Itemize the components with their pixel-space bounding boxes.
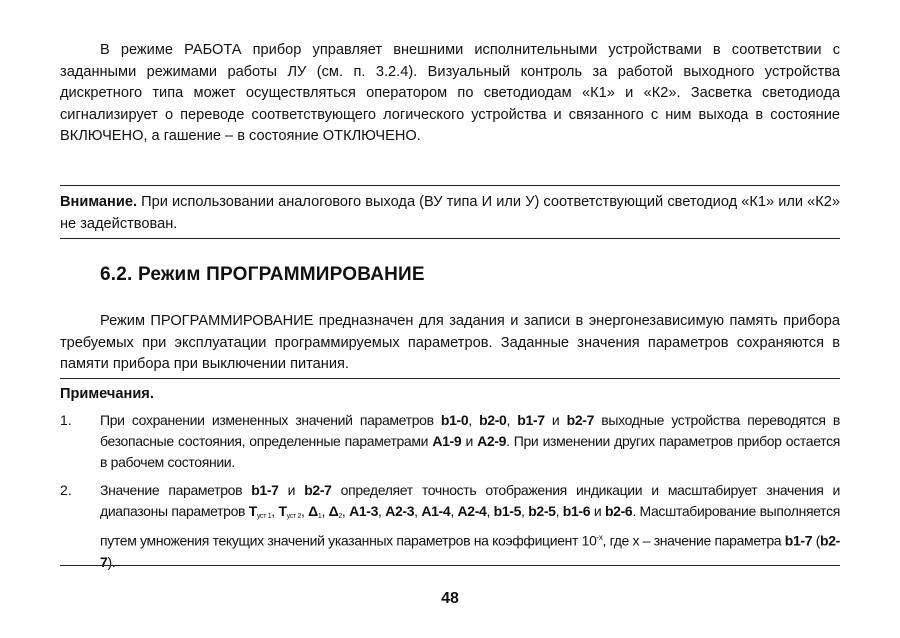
param-ref: b1-7 — [517, 412, 545, 428]
param-ref: b2-7 — [566, 412, 595, 428]
paragraph-programming-mode: Режим ПРОГРАММИРОВАНИЕ предназначен для задания и записи в энергонезависимую память прибора требуемых при эксплуатации программируемых параметров. Заданные значения параметров сохраняются в памяти прибора при выключении питания. — [60, 313, 840, 372]
note-number: 2. — [60, 482, 72, 498]
divider — [60, 185, 840, 186]
notes-title: Примечания. — [60, 386, 154, 402]
param-ref: А1-3 — [349, 503, 379, 519]
note-item — [60, 480, 840, 573]
attention-label: Внимание. — [60, 194, 138, 210]
page-number: 48 — [441, 590, 459, 607]
param-ref: А2-3 — [385, 503, 415, 519]
param-ref: b1-6 — [562, 503, 591, 519]
param-ref: b2-0 — [479, 412, 507, 428]
divider — [60, 565, 840, 566]
param-ref: b1-5 — [493, 503, 522, 519]
param-ref: А1-4 — [421, 503, 451, 519]
note-text: Значение параметров b1-7 и b2-7 определяет точность отображения индикации и масштабирует значения и диапазоны параметров $T_{уст 1}$, $T_{уст 2}$, $\Delta_1$, $\Delta_2$, А1-3, А2-3, А1-4, А2-4, b1-5, b2-5, b1-6 и b2-6. Масштабирование выполняется путем умножения текущих значений указанных параметров на коэффициент $10^{-x}$, где x – значение параметра b1-7 (b2-7). — [100, 482, 840, 570]
note-item — [60, 410, 840, 473]
attention-text: При использовании аналогового выхода (ВУ типа И или У) соответствующий светодиод «К1» или «К2» не задействован. — [60, 194, 840, 232]
param-ref: b1-7 — [784, 532, 813, 549]
param-ref: b1-0 — [440, 412, 469, 428]
note-number: 1. — [60, 412, 72, 428]
section-title: 6.2. Режим ПРОГРАММИРОВАНИЕ — [100, 264, 425, 285]
divider — [60, 238, 840, 239]
param-ref: А2-4 — [457, 503, 487, 519]
note-text: При сохранении измененных значений параметров b1-0, b2-0, b1-7 и b2-7 выходные устройства переводятся в безопасные состояния, определенные параметрами А1-9 и А2-9. При изменении других параметров прибор остается в рабочем состоянии. — [100, 412, 840, 470]
param-ref: b2-7 — [100, 532, 840, 570]
attention-note — [60, 192, 840, 235]
paragraph-work-mode: В режиме РАБОТА прибор управляет внешними исполнительными устройствами в соответствии с заданными режимами работы ЛУ (см. п. 3.2.4). Визуальный контроль за работой выходного устройства дискретного типа может осуществляться оператором по светодиодам «К1» и «К2». Засветка светодиода сигнализирует о переводе соответствующего логического устройства и связанного с ним выхода в состояние ВКЛЮЧЕНО, а гашение – в состояние ОТКЛЮЧЕНО. — [60, 42, 840, 144]
param-ref: b2-7 — [304, 482, 332, 498]
param-ref: b2-5 — [528, 503, 556, 519]
divider — [60, 378, 840, 379]
param-ref: А1-9 — [432, 433, 462, 449]
param-ref: b1-7 — [251, 482, 279, 498]
param-ref: А2-9 — [477, 433, 507, 449]
param-ref: b2-6 — [604, 503, 633, 519]
